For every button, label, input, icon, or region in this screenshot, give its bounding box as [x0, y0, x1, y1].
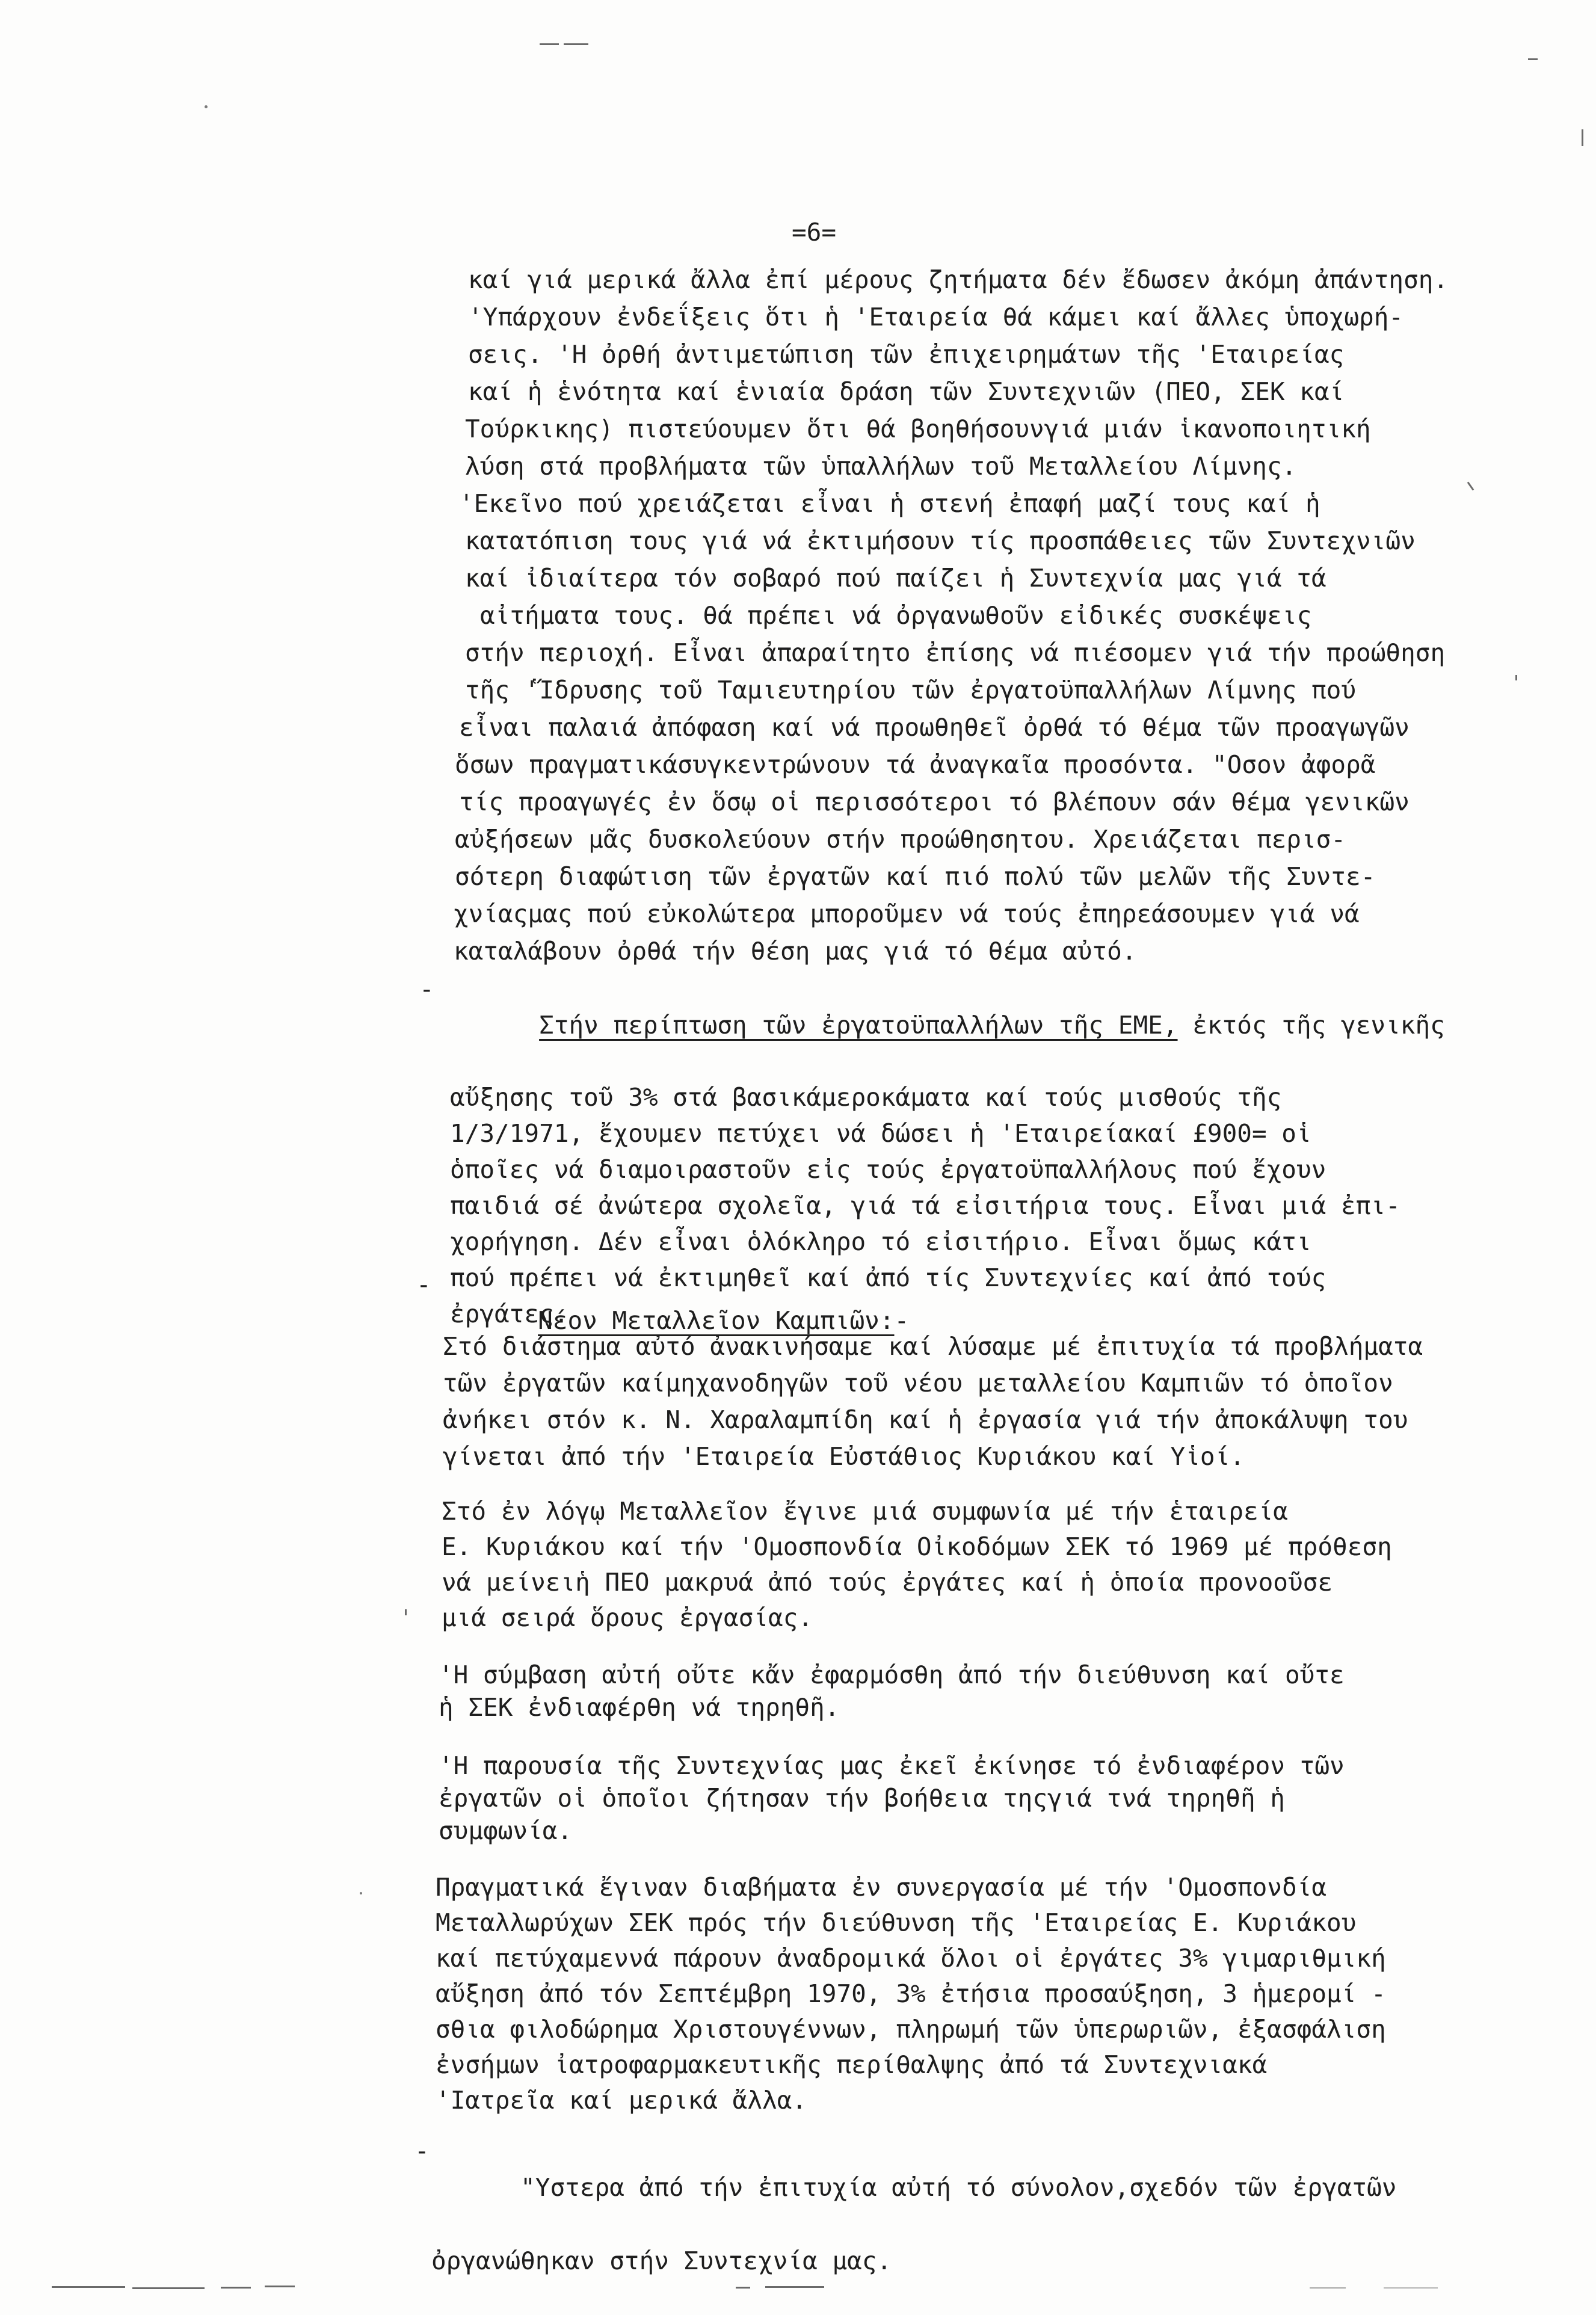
text-line: λύση στά προβλήματα τῶν ὑπαλλήλων τοῦ Μεταλλείου Λίμνης.	[465, 452, 1297, 481]
bullet-item-closing	[414, 2133, 1397, 2280]
text-line: 'Υπάρχουν ἐνδεΐξεις ὅτι ἡ 'Εταιρεία θά κάμει καί ἄλλες ὑποχωρή-	[468, 303, 1404, 331]
text-line: αἰτήματα τους. θά πρέπει νά ὀργανωθοῦν εἰδικές συσκέψεις	[480, 601, 1312, 630]
scan-mark	[405, 1609, 407, 1615]
scan-mark	[736, 2287, 750, 2289]
bullet-dash: -	[419, 975, 434, 1003]
text-line: καί πετύχαμεννά πάρουν ἀναδρομικά ὅλοι οἱ ἐργάτες 3% γιμαριθμική	[436, 1944, 1386, 1973]
text-line: σθια φιλοδώρημα Χριστουγέννων, πληρωμή τῶν ὑπερωριῶν, ἐξασφάλιση	[436, 2015, 1386, 2044]
text-line: ἐργάτες.	[450, 1299, 569, 1328]
text-line: πού πρέπει νά ἐκτιμηθεῖ καί ἀπό τίς Συντεχνίες καί ἀπό τούς	[450, 1263, 1326, 1292]
text-line: ἡ ΣΕΚ ἐνδιαφέρθη νά τηρηθῆ.	[439, 1693, 840, 1722]
text-line: χορήγηση. Δέν εἶναι ὁλόκληρο τό εἰσιτήριο. Εἶναι ὅμως κάτι	[450, 1227, 1311, 1256]
text-line: ἐργατῶν οἱ ὁποῖοι ζήτησαν τήν βοήθεια τηςγιά τνά τηρηθῆ ἡ	[439, 1784, 1285, 1813]
text-line: νά μείνειἡ ΠΕΟ μακρυά ἀπό τούς ἐργάτες καί ἡ ὁποία προνοοῦσε	[442, 1568, 1333, 1597]
text-line: σότερη διαφώτιση τῶν ἐργατῶν καί πιό πολύ τῶν μελῶν τῆς Συντε-	[455, 862, 1376, 891]
text-line: γίνεται ἀπό τήν 'Εταιρεία Εὐστάθιος Κυριάκου καί Υἱοί.	[443, 1442, 1245, 1471]
text-line: παιδιά σέ ἀνώτερα σχολεῖα, γιά τά εἰσιτήρια τους. Εἶναι μιά ἐπι-	[450, 1191, 1400, 1220]
heading-title: Νέον Μεταλλεῖον Καμπιῶν:	[538, 1306, 895, 1335]
paragraph	[442, 1494, 1392, 1636]
text-line: ὁποῖες νά διαμοιραστοῦν εἰς τούς ἐργατοϋπαλλήλους πού ἔχουν	[450, 1155, 1326, 1184]
scan-mark	[1515, 675, 1517, 680]
scan-mark	[540, 43, 559, 45]
lead-rest: ἐκτός τῆς γενικῆς	[1177, 1011, 1445, 1040]
scan-mark	[221, 2287, 251, 2289]
scan-mark	[265, 2286, 295, 2287]
text-line: αὔξησης τοῦ 3% στά βασικάμεροκάματα καί τούς μισθούς τῆς	[450, 1083, 1282, 1112]
text-line: χνίαςμας πού εὐκολώτερα μποροῦμεν νά τούς ἐπηρεάσουμεν γιά νά	[454, 899, 1360, 928]
text-line: στήν περιοχή. Εἶναι ἀπαραίτητο ἐπίσης νά πιέσομεν γιά τήν προώθηση	[465, 638, 1446, 667]
paragraph	[439, 1749, 1345, 1847]
scan-mark	[765, 2286, 824, 2288]
paragraph-continuation	[454, 261, 1449, 970]
text-line: σεις. 'Η ὀρθή ἀντιμετώπιση τῶν ἐπιχειρημάτων τῆς 'Εταιρείας	[468, 340, 1345, 369]
scan-mark	[52, 2286, 125, 2288]
underlined-lead: Στήν περίπτωση τῶν ἐργατοϋπαλλήλων τῆς ΕΜΕ,	[539, 1011, 1178, 1040]
page-number: =6=	[792, 218, 837, 247]
text-line: ἀνήκει στόν κ. Ν. Χαραλαμπίδη καί ἡ ἐργασία γιά τήν ἀποκάλυψη του	[443, 1405, 1408, 1434]
scan-mark	[564, 43, 588, 45]
text-line: Πραγματικά ἔγιναν διαβήματα ἐν συνεργασία μέ τήν 'Ομοσπονδία	[436, 1873, 1327, 1902]
scan-mark	[1384, 2287, 1438, 2289]
paragraph	[439, 1659, 1345, 1724]
bullet-dash: -	[416, 1270, 431, 1299]
text-line: ὀργανώθηκαν στήν Συντεχνία μας.	[431, 2246, 892, 2275]
text-line: 'Ιατρεῖα καί μερικά ἄλλα.	[436, 2086, 807, 2115]
text-line: αὔξηση ἀπό τόν Σεπτέμβρη 1970, 3% ἐτήσια προσαύξηση, 3 ἡμερομί -	[436, 1979, 1386, 2008]
text-line: ὅσων πραγματικάσυγκεντρώνουν τά ἀναγκαῖα προσόντα. "Οσον ἀφορᾶ	[455, 750, 1376, 779]
text-line: Μεταλλωρύχων ΣΕΚ πρός τήν διεύθυνση τῆς 'Εταιρείας Ε. Κυριάκου	[436, 1908, 1357, 1937]
text-segment: "Υστερα ἀπό τήν ἐπιτυχία αὐτή τό σύνολον,σχεδόν τῶν ἐργατῶν	[520, 2173, 1397, 2202]
scan-mark	[1467, 482, 1474, 491]
text-line: Στό διάστημα αὐτό ἀνακινήσαμε καί λύσαμε μέ ἐπιτυχία τά προβλήματα	[443, 1332, 1423, 1361]
text-line: αὐξήσεων μᾶς δυσκολεύουν στήν προώθησητου. Χρειάζεται περισ-	[455, 825, 1346, 854]
text-line: εἶναι παλαιά ἀπόφαση καί νά προωθηθεῖ ὀρθά τό θέμα τῶν προαγωγῶν	[459, 713, 1410, 742]
text-line: Στό ἐν λόγῳ Μεταλλεῖον ἔγινε μιά συμφωνία μέ τήν ἑταιρεία	[442, 1497, 1288, 1526]
paragraph	[443, 1328, 1423, 1475]
text-line: 1/3/1971, ἔχουμεν πετύχει νά δώσει ἡ 'Εταιρείακαί £900= οἱ	[450, 1119, 1311, 1148]
scan-speck	[360, 1892, 362, 1894]
paragraph	[436, 1870, 1386, 2118]
text-line: Ε. Κυριάκου καί τήν 'Ομοσπονδία Οἰκοδόμων ΣΕΚ τό 1969 μέ πρόθεση	[442, 1532, 1392, 1561]
text-line: κατατόπιση τους γιά νά ἐκτιμήσουν τίς προσπάθειες τῶν Συντεχνιῶν	[465, 526, 1416, 555]
scan-speck	[205, 105, 208, 108]
text-line: ἐνσήμων ἰατροφαρμακευτικῆς περίθαλψης ἀπό τά Συντεχνιακά	[436, 2050, 1268, 2079]
text-line: τίς προαγωγές ἐν ὅσῳ οἱ περισσότεροι τό βλέπουν σάν θέμα γενικῶν	[459, 788, 1410, 816]
text-line: 'Η παρουσία τῆς Συντεχνίας μας ἐκεῖ ἐκίνησε τό ἐνδιαφέρον τῶν	[439, 1751, 1345, 1780]
text-line: καί γιά μερικά ἄλλα ἐπί μέρους ζητήματα δέν ἔδωσεν ἀκόμη ἀπάντηση.	[468, 265, 1449, 294]
scan-mark	[1582, 129, 1583, 146]
scan-mark	[1310, 2287, 1346, 2289]
text-line	[419, 971, 1445, 1079]
text-line: καταλάβουν ὀρθά τήν θέση μας γιά τό θέμα αὐτό.	[454, 937, 1137, 966]
text-line: 'Εκεῖνο πού χρειάζεται εἶναι ἡ στενή ἐπαφή μαζί τους καί ἡ	[459, 489, 1320, 518]
text-line: τῶν ἐργατῶν καίμηχανοδηγῶν τοῦ νέου μεταλλείου Καμπιῶν τό ὁποῖον	[443, 1369, 1393, 1398]
bullet-dash: -	[414, 2136, 430, 2165]
heading-suffix: -	[894, 1306, 910, 1335]
text-line: Τούρκικης) πιστεύουμεν ὅτι θά βοηθήσουνγιά μιάν ἱκανοποιητική	[465, 415, 1371, 443]
text-line: μιά σειρά ὅρους ἐργασίας.	[442, 1603, 813, 1632]
text-line: καί ἰδιαίτερα τόν σοβαρό πού παίζει ἡ Συντεχνία μας γιά τά	[465, 564, 1326, 593]
text-line: καί ἡ ἑνότητα καί ἑνιαία δράση τῶν Συντεχνιῶν (ΠΕΟ, ΣΕΚ καί	[468, 377, 1345, 406]
text-line: τῆς 'Ἵδρυσης τοῦ Ταμιευτηρίου τῶν ἐργατοϋπαλλήλων Λίμνης πού	[465, 676, 1357, 704]
scan-mark	[1528, 58, 1538, 60]
text-line	[414, 2133, 1397, 2243]
text-line: συμφωνία.	[439, 1816, 573, 1845]
scan-mark	[132, 2287, 205, 2289]
text-line: 'Η σύμβαση αὐτή οὔτε κἄν ἐφαρμόσθη ἀπό τήν διεύθυνση καί οὔτε	[439, 1660, 1345, 1689]
